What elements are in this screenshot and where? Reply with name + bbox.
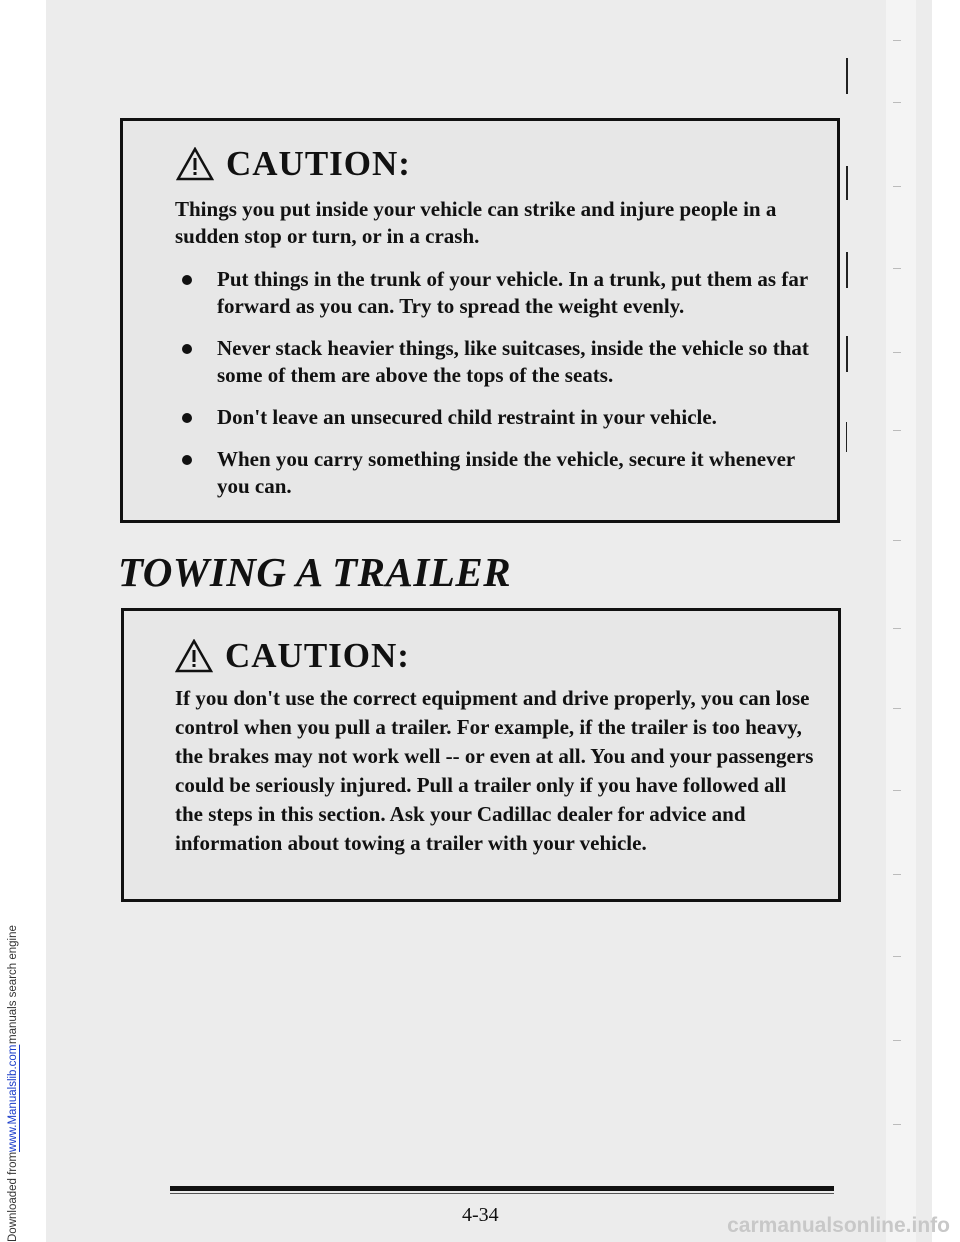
bullet-icon [182, 455, 192, 465]
list-item [174, 446, 814, 500]
download-banner [2, 0, 24, 1242]
change-bar [846, 58, 848, 94]
change-bar [846, 252, 848, 288]
page-number: 4-34 [462, 1204, 499, 1226]
page-margin [886, 0, 916, 1242]
banner-suffix: manuals search engine [7, 925, 19, 1045]
edge-tick [893, 956, 901, 957]
warning-triangle-icon [176, 147, 214, 181]
banner-link[interactable]: www.Manualslib.com [7, 1044, 19, 1152]
caution-header [176, 144, 411, 184]
list-item [174, 266, 814, 320]
change-bar [846, 422, 847, 452]
caution-bullet-list [174, 266, 814, 515]
caution-body: If you don't use the correct equipment and drive properly, you can lose control when you pull a trailer. For example, if the trailer is too heavy, the brakes may not work well -- or even at all. You and your passengers could be seriously injured. Pull a trailer only if you have followed all the steps in this section. Ask your Cadillac dealer for advice and information about towing a trailer with your vehicle. [175, 686, 814, 855]
list-item [174, 335, 814, 389]
footer-rule [170, 1186, 834, 1191]
bullet-icon [182, 275, 192, 285]
edge-tick [893, 708, 901, 709]
banner-prefix: Downloaded from [7, 1151, 19, 1242]
bullet-text: Never stack heavier things, like suitcases, inside the vehicle so that some of them are above the tops of the seats. [217, 336, 809, 387]
watermark: carmanualsonline.info [727, 1214, 950, 1237]
caution-title: CAUTION: [225, 636, 410, 675]
bullet-text: When you carry something inside the vehicle, secure it whenever you can. [217, 447, 795, 498]
change-bar [846, 336, 848, 372]
edge-tick [893, 102, 901, 103]
bullet-icon [182, 344, 192, 354]
caution-title: CAUTION: [226, 144, 411, 183]
footer-rule-thin [170, 1193, 834, 1194]
section-heading: TOWING A TRAILER [118, 549, 512, 595]
bullet-text: Don't leave an unsecured child restraint in your vehicle. [217, 405, 717, 429]
edge-tick [893, 628, 901, 629]
edge-tick [893, 352, 901, 353]
edge-tick [893, 268, 901, 269]
edge-tick [893, 40, 901, 41]
edge-tick [893, 540, 901, 541]
edge-tick [893, 790, 901, 791]
edge-tick [893, 1040, 901, 1041]
edge-tick [893, 186, 901, 187]
warning-triangle-icon [175, 639, 213, 673]
edge-tick [893, 874, 901, 875]
edge-tick [893, 430, 901, 431]
caution-header [175, 636, 410, 676]
change-bar [846, 166, 848, 200]
list-item [174, 404, 814, 431]
bullet-text: Put things in the trunk of your vehicle. In a trunk, put them as far forward as you can. Try to spread the weight evenly. [217, 267, 808, 318]
caution-intro: Things you put inside your vehicle can strike and injure people in a sudden stop or turn, or in a crash. [175, 197, 777, 248]
edge-tick [893, 1124, 901, 1125]
bullet-icon [182, 413, 192, 423]
